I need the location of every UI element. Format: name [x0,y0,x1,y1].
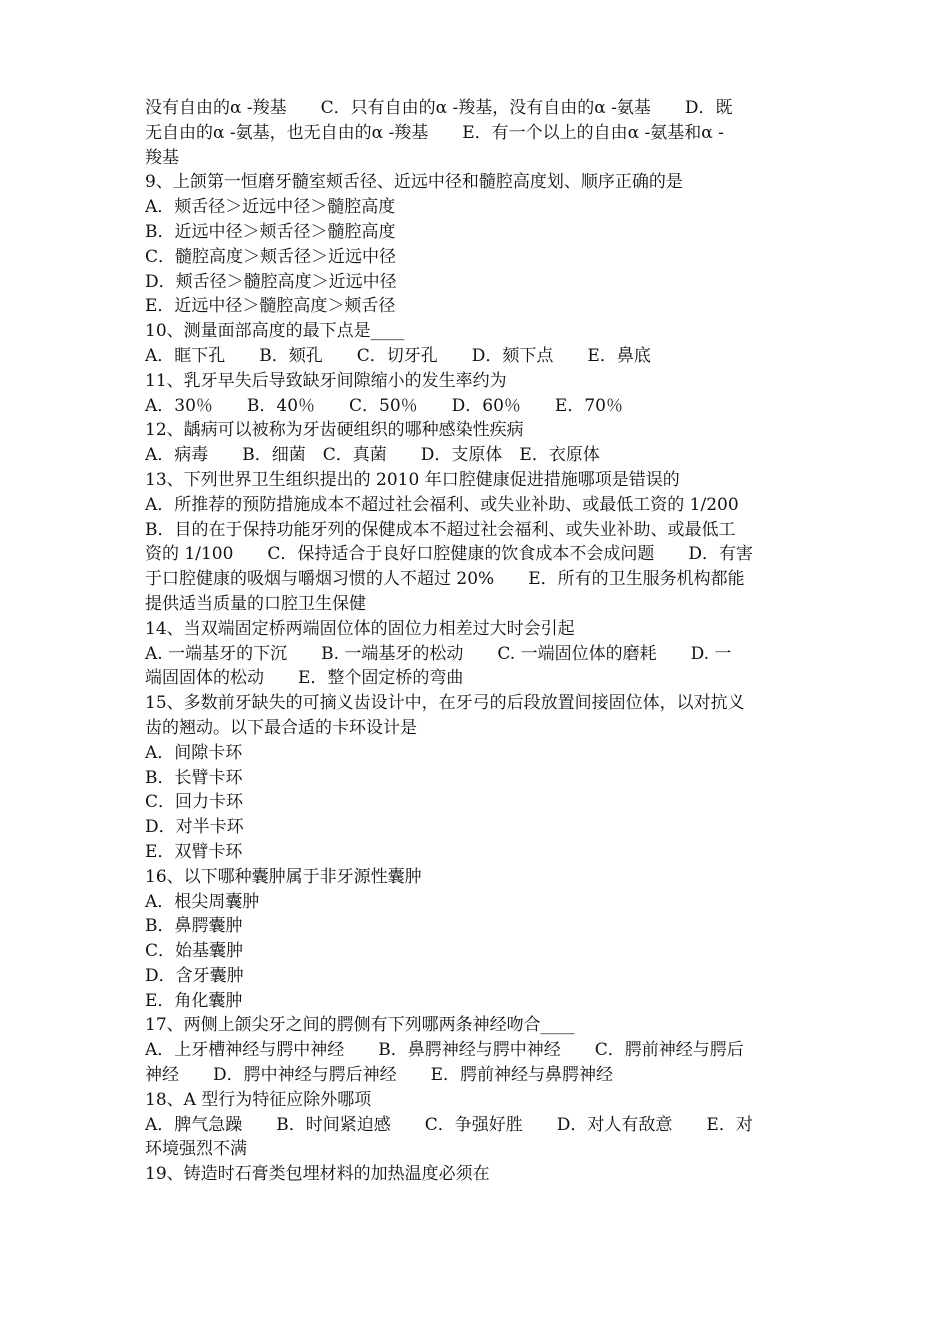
option-line: A．颊舌径＞近远中径＞髓腔高度 [145,197,396,218]
text-line: 没有自由的α -羧基 C．只有自由的α -羧基，没有自由的α -氨基 D．既 [145,98,733,118]
option-line: A．所推荐的预防措施成本不超过社会福利、或失业补助、或最低工资的 1/200 [145,494,739,515]
option-line: A．病毒 B．细菌 C．真菌 D．支原体 E．衣原体 [145,445,600,466]
question-19: 19、铸造时石膏类包埋材料的加热温度必须在 [145,1164,490,1185]
question-16: 16、以下哪种囊肿属于非牙源性囊肿 [145,866,422,887]
option-line: B．目的在于保持功能牙列的保健成本不超过社会福利、或失业补助、或最低工 [145,519,736,540]
option-line: 端固固体的松动 E．整个固定桥的弯曲 [145,668,464,689]
option-line: A．间隙卡环 [145,742,243,763]
text-line: 无自由的α -氨基，也无自由的α -羧基 E．有一个以上的自由α -氨基和α - [145,122,724,143]
question-11: 11、乳牙早失后导致缺牙间隙缩小的发生率约为 [145,370,507,391]
option-line: E．双臂卡环 [145,841,243,862]
question-15: 15、多数前牙缺失的可摘义齿设计中，在牙弓的后段放置间接固位体，以对抗义 [145,693,745,714]
option-line: A．上牙槽神经与腭中神经 B．鼻腭神经与腭中神经 C．腭前神经与腭后 [145,1040,744,1061]
option-line: C．髓腔高度＞颊舌径＞近远中径 [145,246,397,267]
option-line: 于口腔健康的吸烟与嚼烟习惯的人不超过 20% E．所有的卫生服务机构都能 [145,569,745,590]
option-line: 资的 1/100 C．保持适合于良好口腔健康的饮食成本不会成问题 D．有害 [145,544,754,565]
option-line: C．回力卡环 [145,792,244,813]
option-line: 神经 D．腭中神经与腭后神经 E．腭前神经与鼻腭神经 [145,1065,614,1086]
question-9: 9、上颌第一恒磨牙髓室颊舌径、近远中径和髓腔高度划、顺序正确的是 [145,172,683,193]
question-14: 14、当双端固定桥两端固位体的固位力相差过大时会引起 [145,618,575,639]
question-17: 17、两侧上颌尖牙之间的腭侧有下列哪两条神经吻合____ [145,1015,575,1036]
option-line: B．近远中径＞颊舌径＞髓腔高度 [145,221,396,242]
question-10: 10、测量面部高度的最下点是____ [145,321,405,342]
option-line: B．鼻腭囊肿 [145,916,243,937]
option-line: E．角化囊肿 [145,990,243,1011]
question-15-cont: 齿的翘动。以下最合适的卡环设计是 [145,717,417,738]
option-line: 环境强烈不满 [145,1139,247,1160]
option-line: A．眶下孔 B．颏孔 C．切牙孔 D．颏下点 E．鼻底 [145,345,651,366]
question-12: 12、龋病可以被称为牙齿硬组织的哪种感染性疾病 [145,420,524,441]
option-line: D．颊舌径＞髓腔高度＞近远中径 [145,271,397,292]
option-line: A．30％ B．40％ C．50％ D．60％ E．70％ [145,395,623,416]
option-line: E．近远中径＞髓腔高度＞颊舌径 [145,296,396,317]
text-line: 羧基 [145,147,179,168]
document-page [145,96,810,1187]
option-line: C．始基囊肿 [145,941,244,962]
question-13: 13、下列世界卫生组织提出的 2010 年口腔健康促进措施哪项是错误的 [145,469,680,490]
option-line: B．长臂卡环 [145,767,243,788]
option-line: D．对半卡环 [145,817,244,838]
option-line: A. 一端基牙的下沉 B. 一端基牙的松动 C. 一端固位体的磨耗 D. 一 [145,643,732,664]
question-18: 18、A 型行为特征应除外哪项 [145,1089,372,1110]
option-line: 提供适当质量的口腔卫生保健 [145,593,366,614]
option-line: D．含牙囊肿 [145,965,244,986]
option-line: A．根尖周囊肿 [145,891,260,912]
option-line: A．脾气急躁 B．时间紧迫感 C．争强好胜 D．对人有敌意 E．对 [145,1114,753,1135]
